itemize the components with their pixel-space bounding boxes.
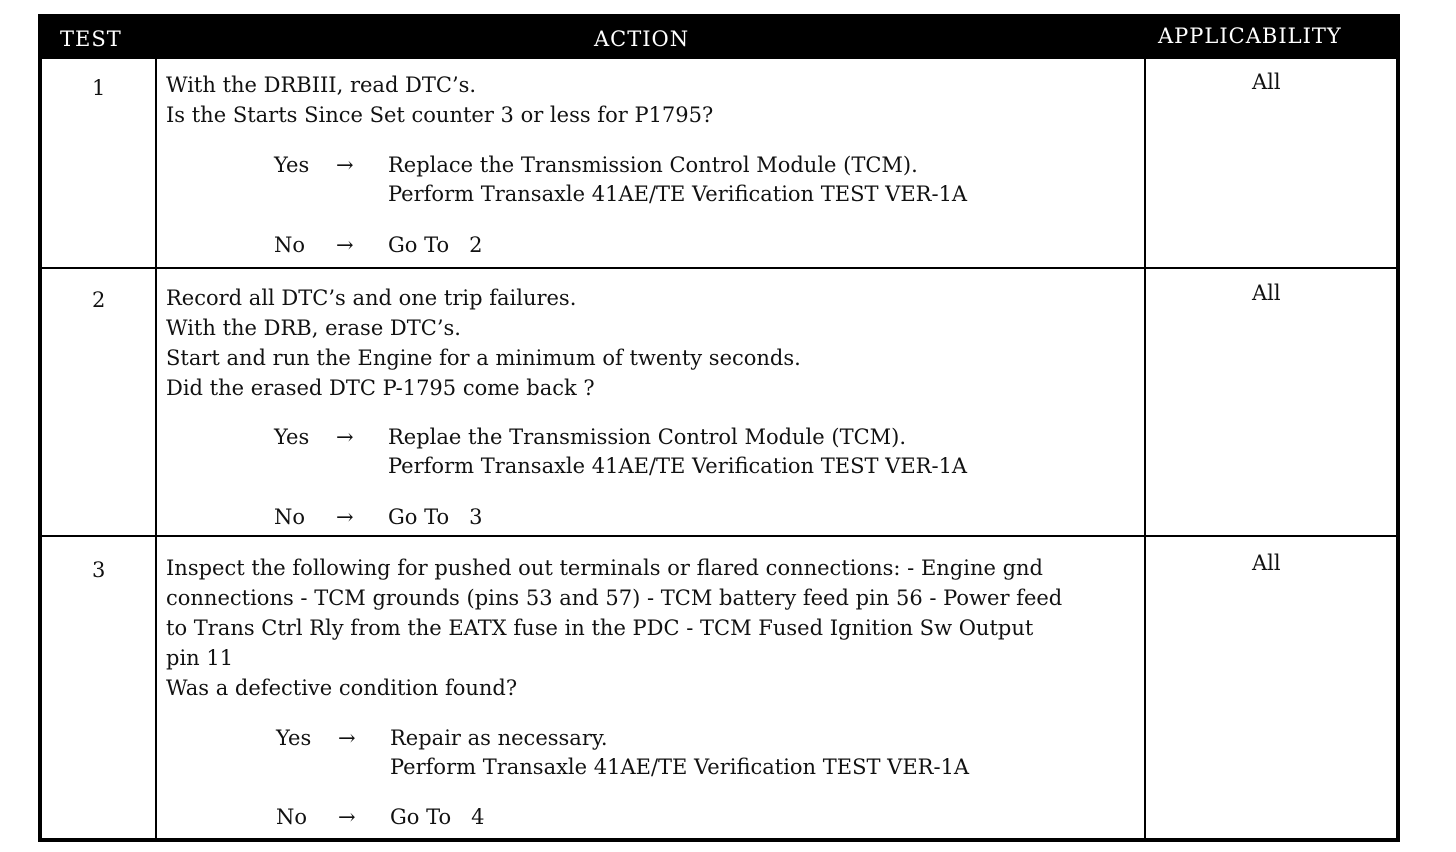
- action-line: With the DRB, erase DTC’s.: [166, 316, 461, 340]
- yes-result-line: Repair as necessary.: [390, 726, 608, 750]
- yes-label: Yes: [274, 425, 310, 449]
- column-divider-test: [155, 59, 157, 842]
- no-label: No: [274, 505, 306, 529]
- action-text-3: [166, 553, 1062, 703]
- applicability-3: All: [1252, 551, 1281, 575]
- yes-result-line: Replace the Transmission Control Module (TCM).: [388, 153, 918, 177]
- arrow-icon: →: [338, 805, 356, 829]
- action-line: pin 11: [166, 646, 234, 670]
- test-number-2: 2: [92, 288, 106, 312]
- action-line: Was a defective condition found?: [166, 676, 518, 700]
- column-divider-action: [1144, 59, 1146, 842]
- arrow-icon: →: [336, 233, 354, 257]
- yes-result-line: Perform Transaxle 41AE/TE Verification TEST VER-1A: [390, 755, 970, 779]
- test-number-1: 1: [92, 76, 106, 100]
- header-test: TEST: [60, 27, 122, 51]
- action-text-2: [166, 283, 801, 403]
- arrow-icon: →: [338, 726, 356, 750]
- table-header: [42, 18, 1396, 59]
- arrow-icon: →: [336, 505, 354, 529]
- header-applicability: APPLICABILITY: [1158, 24, 1342, 48]
- action-line: With the DRBIII, read DTC’s.: [166, 73, 477, 97]
- yes-result-line: Replae the Transmission Control Module (TCM).: [388, 425, 907, 449]
- no-result: Go To 2: [388, 233, 483, 257]
- action-line: to Trans Ctrl Rly from the EATX fuse in the PDC - TCM Fused Ignition Sw Output: [166, 616, 1034, 640]
- action-text-1: [166, 70, 713, 130]
- action-line: Record all DTC’s and one trip failures.: [166, 286, 577, 310]
- yes-label: Yes: [276, 726, 312, 750]
- no-result: Go To 3: [388, 505, 483, 529]
- action-line: Is the Starts Since Set counter 3 or less for P1795?: [166, 103, 714, 127]
- arrow-icon: →: [336, 153, 354, 177]
- action-line: Start and run the Engine for a minimum of twenty seconds.: [166, 346, 801, 370]
- diagnostic-table: [38, 14, 1400, 842]
- action-line: connections - TCM grounds (pins 53 and 57) - TCM battery feed pin 56 - Power feed: [166, 586, 1063, 610]
- header-action: ACTION: [594, 27, 690, 51]
- test-number-3: 3: [92, 558, 106, 582]
- row-divider-2: [42, 535, 1396, 537]
- applicability-1: All: [1252, 70, 1281, 94]
- no-label: No: [276, 805, 308, 829]
- no-result: Go To 4: [390, 805, 485, 829]
- action-line: Did the erased DTC P-1795 come back ?: [166, 376, 595, 400]
- applicability-2: All: [1252, 281, 1281, 305]
- yes-result-line: Perform Transaxle 41AE/TE Verification TEST VER-1A: [388, 454, 968, 478]
- no-label: No: [274, 233, 306, 257]
- yes-label: Yes: [274, 153, 310, 177]
- action-line: Inspect the following for pushed out terminals or flared connections: - Engine gnd: [166, 556, 1043, 580]
- row-divider-1: [42, 267, 1396, 269]
- yes-result-line: Perform Transaxle 41AE/TE Verification TEST VER-1A: [388, 182, 968, 206]
- arrow-icon: →: [336, 425, 354, 449]
